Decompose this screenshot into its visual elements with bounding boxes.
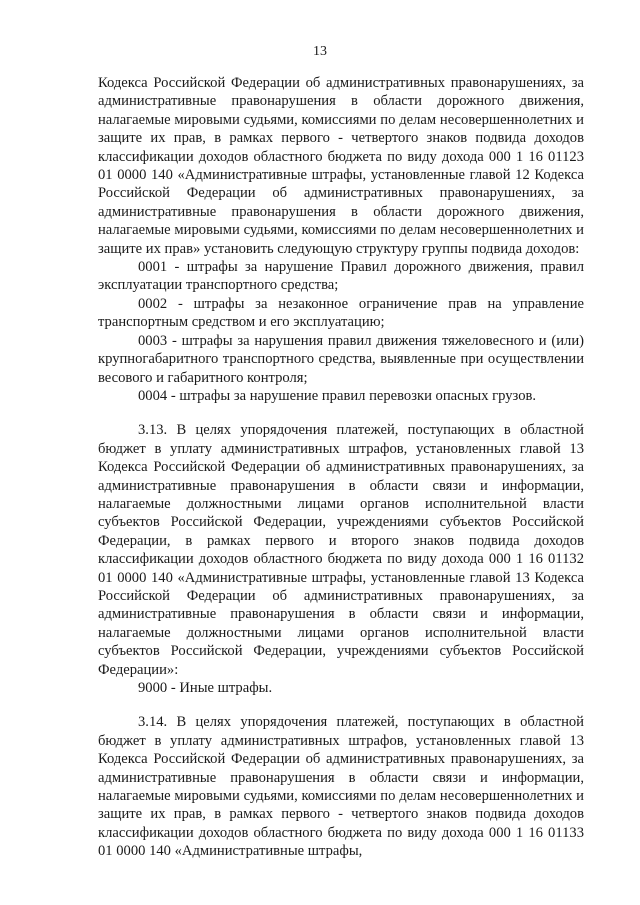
section-spacer [98, 697, 584, 713]
paragraph-3-13: 3.13. В целях упорядочения платежей, поступающих в областной бюджет в уплату административных штрафов, установленных главой 13 Кодекса Российской Федерации об административных правонарушениях, за административные правонарушения в области связи и информации, налагаемые должностными лицами органов исполнительной власти субъектов Российской Федерации, учреждениями субъектов Российской Федерации, в рамках первого и второго знаков подвида доходов классификации доходов областного бюджета по виду дохода 000 1 16 01132 01 0000 140 «Административные штрафы, установленные главой 13 Кодекса Российской Федерации об административных правонарушениях, за административные правонарушения в области связи и информации, налагаемые должностными лицами органов исполнительной власти субъектов Российской Федерации, учреждениями субъектов Российской Федерации»: [98, 422, 584, 678]
list-item: 9000 - Иные штрафы. [138, 680, 273, 696]
list-item: 0004 - штрафы за нарушение правил перевозки опасных грузов. [138, 387, 537, 404]
paragraph-3-14: 3.14. В целях упорядочения платежей, поступающих в областной бюджет в уплату административных штрафов, установленных главой 13 Кодекса Российской Федерации об административных правонарушениях, за административные правонарушения в области связи и информации, налагаемые мировыми судьями, комиссиями по делам несовершеннолетних и защите их прав, в рамках первого - четвертого знаков подвида доходов классификации доходов областного бюджета по виду дохода 000 1 16 01133 01 0000 140 «Административные штрафы, [98, 714, 584, 860]
list-item: 0001 - штрафы за нарушение Правил дорожного движения, правил эксплуатации транспортного средства; [98, 259, 584, 294]
paragraph-continuation: Кодекса Российской Федерации об административных правонарушениях, за административные правонарушения в области дорожного движения, налагаемые мировыми судьями, комиссиями по делам несовершеннолетних и защите их прав, в рамках первого - четвертого знаков подвида доходов классификации доходов областного бюджета по виду дохода 000 1 16 01123 01 0000 140 «Административные штрафы, установленные главой 12 Кодекса Российской Федерации об административных правонарушениях, за административные правонарушения в области дорожного движения, налагаемые мировыми судьями, комиссиями по делам несовершеннолетних и защите их прав» установить следующую структуру группы подвида доходов: [98, 75, 584, 257]
section-spacer [98, 405, 584, 421]
document-body [98, 74, 584, 861]
list-item: 0003 - штрафы за нарушения правил движения тяжеловесного и (или) крупногабаритного транспортного средства, выявленные при осуществлении весового и габаритного контроля; [98, 332, 584, 386]
list-item: 0002 - штрафы за незаконное ограничение прав на управление транспортным средством и его эксплуатацию; [98, 295, 584, 331]
page-number: 13 [313, 44, 327, 59]
